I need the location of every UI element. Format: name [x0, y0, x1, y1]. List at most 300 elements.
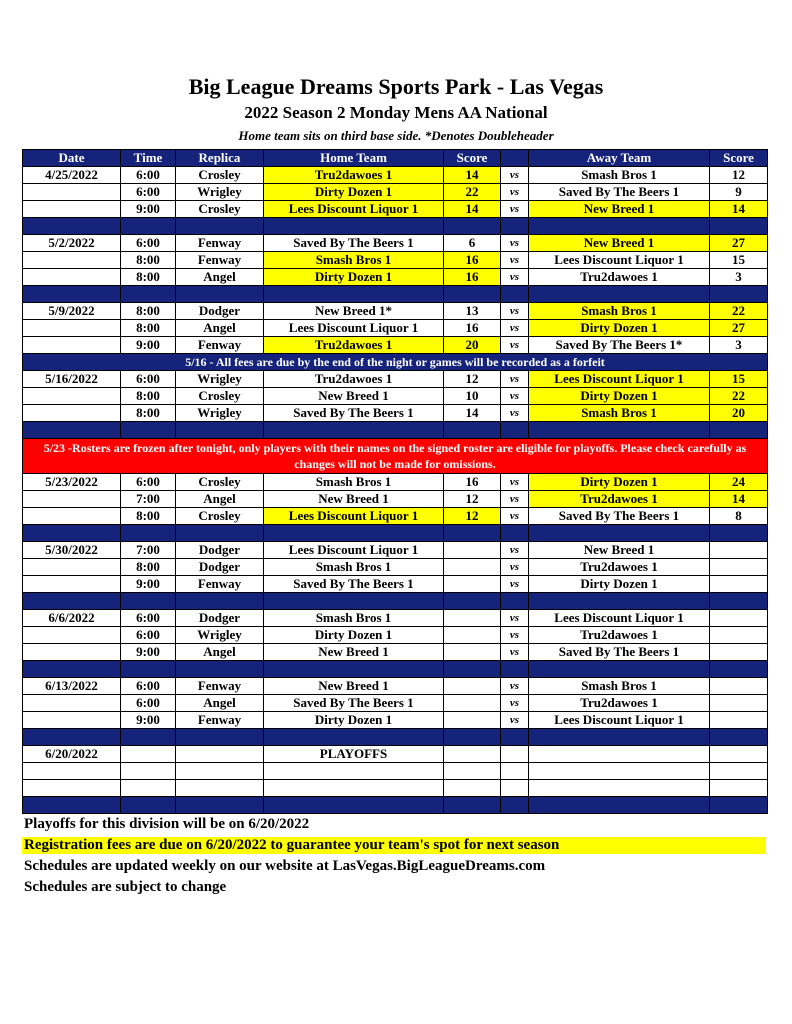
separator-cell: [710, 661, 768, 678]
game-date: [23, 508, 121, 525]
empty-cell: [444, 746, 501, 763]
separator-cell: [710, 729, 768, 746]
game-time: 7:00: [121, 491, 176, 508]
away-team: Dirty Dozen 1: [529, 388, 710, 405]
game-field: Fenway: [176, 337, 264, 354]
game-field: Crosley: [176, 201, 264, 218]
away-score: 9: [710, 184, 768, 201]
home-score: [444, 695, 501, 712]
schedule-body: [23, 167, 768, 814]
vs-label: vs: [501, 235, 529, 252]
empty-cell: [121, 763, 176, 780]
separator-cell: [710, 593, 768, 610]
game-field: Fenway: [176, 252, 264, 269]
game-row: [23, 320, 768, 337]
empty-cell: [121, 780, 176, 797]
empty-cell: [121, 746, 176, 763]
vs-label: vs: [501, 508, 529, 525]
separator-cell: [121, 525, 176, 542]
separator-cell: [501, 525, 529, 542]
game-date: 5/30/2022: [23, 542, 121, 559]
separator-row: [23, 797, 768, 814]
game-row: [23, 678, 768, 695]
away-score: 3: [710, 337, 768, 354]
away-team: Smash Bros 1: [529, 405, 710, 422]
footer-line: Schedules are subject to change: [24, 879, 227, 895]
game-row: [23, 695, 768, 712]
game-row: [23, 508, 768, 525]
roster-alert-row: [23, 439, 768, 474]
separator-cell: [176, 218, 264, 235]
separator-cell: [444, 525, 501, 542]
away-score: 24: [710, 474, 768, 491]
game-date: [23, 405, 121, 422]
away-score: 15: [710, 371, 768, 388]
home-team: Saved By The Beers 1: [264, 695, 444, 712]
vs-label: vs: [501, 559, 529, 576]
separator-cell: [501, 729, 529, 746]
vs-label: vs: [501, 542, 529, 559]
away-score: 20: [710, 405, 768, 422]
game-field: Fenway: [176, 678, 264, 695]
game-field: Angel: [176, 644, 264, 661]
away-score: 8: [710, 508, 768, 525]
game-row: [23, 201, 768, 218]
separator-cell: [710, 286, 768, 303]
separator-cell: [23, 525, 121, 542]
game-field: Fenway: [176, 712, 264, 729]
game-date: [23, 712, 121, 729]
game-field: Angel: [176, 320, 264, 337]
separator-cell: [501, 661, 529, 678]
game-field: Fenway: [176, 576, 264, 593]
game-field: Angel: [176, 269, 264, 286]
game-time: 8:00: [121, 303, 176, 320]
game-time: 9:00: [121, 712, 176, 729]
away-score: 22: [710, 303, 768, 320]
away-team: Dirty Dozen 1: [529, 320, 710, 337]
col-away-score: Score: [710, 150, 768, 167]
game-field: Wrigley: [176, 627, 264, 644]
empty-cell: [444, 763, 501, 780]
separator-cell: [23, 729, 121, 746]
playoffs-row: [23, 746, 768, 763]
separator-cell: [176, 422, 264, 439]
home-team: New Breed 1: [264, 678, 444, 695]
away-team: Lees Discount Liquor 1: [529, 712, 710, 729]
game-date: 5/16/2022: [23, 371, 121, 388]
game-field: Crosley: [176, 508, 264, 525]
col-home-score: Score: [444, 150, 501, 167]
empty-cell: [176, 746, 264, 763]
separator-cell: [176, 286, 264, 303]
vs-label: vs: [501, 184, 529, 201]
game-date: [23, 201, 121, 218]
away-team: Tru2dawoes 1: [529, 559, 710, 576]
empty-cell: [23, 780, 121, 797]
separator-cell: [264, 593, 444, 610]
home-score: 14: [444, 405, 501, 422]
vs-label: vs: [501, 269, 529, 286]
empty-cell: [264, 780, 444, 797]
away-score: [710, 627, 768, 644]
away-score: [710, 576, 768, 593]
away-team: Lees Discount Liquor 1: [529, 371, 710, 388]
empty-cell: [501, 746, 529, 763]
playoffs-label: PLAYOFFS: [264, 746, 444, 763]
game-row: [23, 184, 768, 201]
away-team: Smash Bros 1: [529, 303, 710, 320]
separator-cell: [264, 218, 444, 235]
game-field: Wrigley: [176, 371, 264, 388]
separator-cell: [444, 661, 501, 678]
empty-cell: [501, 763, 529, 780]
game-field: Wrigley: [176, 184, 264, 201]
col-replica: Replica: [176, 150, 264, 167]
game-field: Dodger: [176, 559, 264, 576]
empty-cell: [710, 763, 768, 780]
game-field: Fenway: [176, 235, 264, 252]
separator-cell: [710, 797, 768, 814]
separator-cell: [529, 286, 710, 303]
game-field: Wrigley: [176, 405, 264, 422]
away-score: [710, 644, 768, 661]
separator-cell: [501, 286, 529, 303]
game-time: 6:00: [121, 610, 176, 627]
separator-cell: [264, 422, 444, 439]
home-team: Dirty Dozen 1: [264, 184, 444, 201]
separator-row: [23, 286, 768, 303]
separator-cell: [444, 593, 501, 610]
game-row: [23, 559, 768, 576]
home-score: 10: [444, 388, 501, 405]
separator-cell: [264, 797, 444, 814]
empty-cell: [23, 763, 121, 780]
empty-cell: [176, 763, 264, 780]
game-time: 9:00: [121, 337, 176, 354]
away-score: [710, 542, 768, 559]
home-team: Smash Bros 1: [264, 474, 444, 491]
separator-cell: [529, 218, 710, 235]
doubleheader-note: Home team sits on third base side. *Denotes Doubleheader: [238, 128, 554, 143]
game-row: [23, 252, 768, 269]
home-score: 16: [444, 269, 501, 286]
home-score: [444, 627, 501, 644]
away-score: [710, 678, 768, 695]
home-team: New Breed 1*: [264, 303, 444, 320]
empty-cell: [529, 763, 710, 780]
game-row: [23, 474, 768, 491]
game-row: [23, 388, 768, 405]
home-team: Smash Bros 1: [264, 559, 444, 576]
schedule-table: [22, 149, 768, 814]
away-score: 12: [710, 167, 768, 184]
separator-cell: [264, 286, 444, 303]
separator-cell: [444, 422, 501, 439]
separator-cell: [501, 218, 529, 235]
empty-row: [23, 763, 768, 780]
separator-cell: [529, 593, 710, 610]
vs-label: vs: [501, 627, 529, 644]
home-team: Tru2dawoes 1: [264, 371, 444, 388]
separator-cell: [501, 593, 529, 610]
away-team: Tru2dawoes 1: [529, 491, 710, 508]
game-time: 6:00: [121, 184, 176, 201]
game-date: 6/6/2022: [23, 610, 121, 627]
vs-label: vs: [501, 644, 529, 661]
away-score: 27: [710, 320, 768, 337]
vs-label: vs: [501, 201, 529, 218]
vs-label: vs: [501, 337, 529, 354]
game-field: Angel: [176, 695, 264, 712]
game-time: 8:00: [121, 320, 176, 337]
game-date: [23, 627, 121, 644]
separator-row: [23, 218, 768, 235]
separator-cell: [121, 593, 176, 610]
home-score: [444, 542, 501, 559]
separator-cell: [23, 218, 121, 235]
vs-label: vs: [501, 695, 529, 712]
home-score: 12: [444, 491, 501, 508]
home-team: Dirty Dozen 1: [264, 712, 444, 729]
vs-label: vs: [501, 252, 529, 269]
game-field: Dodger: [176, 542, 264, 559]
game-field: Dodger: [176, 303, 264, 320]
home-score: [444, 712, 501, 729]
game-date: [23, 337, 121, 354]
separator-cell: [176, 797, 264, 814]
game-date: 6/13/2022: [23, 678, 121, 695]
empty-cell: [529, 780, 710, 797]
game-time: 8:00: [121, 269, 176, 286]
playoffs-date: 6/20/2022: [23, 746, 121, 763]
game-row: [23, 371, 768, 388]
game-date: 5/2/2022: [23, 235, 121, 252]
game-time: 6:00: [121, 695, 176, 712]
game-row: [23, 712, 768, 729]
game-row: [23, 610, 768, 627]
empty-cell: [176, 780, 264, 797]
footer-line: Registration fees are due on 6/20/2022 to guarantee your team's spot for next season: [22, 837, 766, 854]
game-time: 8:00: [121, 559, 176, 576]
separator-cell: [121, 286, 176, 303]
away-team: Tru2dawoes 1: [529, 695, 710, 712]
game-date: [23, 491, 121, 508]
game-row: [23, 337, 768, 354]
home-team: Lees Discount Liquor 1: [264, 542, 444, 559]
game-date: [23, 184, 121, 201]
home-team: Tru2dawoes 1: [264, 167, 444, 184]
game-field: Angel: [176, 491, 264, 508]
vs-label: vs: [501, 491, 529, 508]
separator-cell: [121, 218, 176, 235]
away-score: [710, 559, 768, 576]
game-date: [23, 269, 121, 286]
game-time: 6:00: [121, 627, 176, 644]
game-date: [23, 644, 121, 661]
separator-cell: [176, 593, 264, 610]
away-score: 3: [710, 269, 768, 286]
col-away-team: Away Team: [529, 150, 710, 167]
empty-cell: [710, 746, 768, 763]
home-team: Lees Discount Liquor 1: [264, 201, 444, 218]
game-date: [23, 559, 121, 576]
separator-row: [23, 729, 768, 746]
vs-label: vs: [501, 303, 529, 320]
game-time: 6:00: [121, 678, 176, 695]
game-time: 9:00: [121, 644, 176, 661]
home-score: [444, 644, 501, 661]
roster-alert: 5/23 -Rosters are frozen after tonight, only players with their names on the signed roster are eligible for playoffs. Please check carefully as changes will not be made for omissions.: [23, 439, 768, 474]
away-score: [710, 610, 768, 627]
game-field: Crosley: [176, 167, 264, 184]
separator-cell: [264, 525, 444, 542]
away-team: New Breed 1: [529, 542, 710, 559]
vs-label: vs: [501, 371, 529, 388]
vs-label: vs: [501, 405, 529, 422]
separator-cell: [176, 661, 264, 678]
game-field: Crosley: [176, 474, 264, 491]
empty-cell: [501, 780, 529, 797]
away-score: 15: [710, 252, 768, 269]
footer-line: Schedules are updated weekly on our website at LasVegas.BigLeagueDreams.com: [24, 858, 546, 874]
away-score: 27: [710, 235, 768, 252]
separator-cell: [710, 422, 768, 439]
away-team: Tru2dawoes 1: [529, 269, 710, 286]
home-score: 14: [444, 167, 501, 184]
game-date: [23, 576, 121, 593]
home-team: Lees Discount Liquor 1: [264, 508, 444, 525]
separator-cell: [23, 797, 121, 814]
separator-cell: [529, 797, 710, 814]
home-score: [444, 610, 501, 627]
home-team: New Breed 1: [264, 388, 444, 405]
separator-cell: [710, 525, 768, 542]
separator-cell: [444, 729, 501, 746]
game-date: 5/23/2022: [23, 474, 121, 491]
separator-cell: [501, 797, 529, 814]
empty-cell: [264, 763, 444, 780]
vs-label: vs: [501, 712, 529, 729]
game-date: [23, 252, 121, 269]
game-row: [23, 576, 768, 593]
game-time: 8:00: [121, 252, 176, 269]
game-time: 6:00: [121, 474, 176, 491]
away-team: Saved By The Beers 1: [529, 508, 710, 525]
away-team: Saved By The Beers 1*: [529, 337, 710, 354]
page-title: Big League Dreams Sports Park - Las Vegas: [188, 74, 604, 99]
separator-cell: [444, 797, 501, 814]
game-row: [23, 303, 768, 320]
home-score: 13: [444, 303, 501, 320]
footer-line: Playoffs for this division will be on 6/20/2022: [24, 816, 310, 832]
home-team: New Breed 1: [264, 644, 444, 661]
home-score: 20: [444, 337, 501, 354]
away-team: Dirty Dozen 1: [529, 576, 710, 593]
game-time: 7:00: [121, 542, 176, 559]
home-score: 16: [444, 474, 501, 491]
away-team: New Breed 1: [529, 201, 710, 218]
game-row: [23, 405, 768, 422]
header-row: [23, 150, 768, 167]
empty-cell: [710, 780, 768, 797]
separator-cell: [121, 729, 176, 746]
away-team: Saved By The Beers 1: [529, 184, 710, 201]
away-team: Smash Bros 1: [529, 678, 710, 695]
col-vs: [501, 150, 529, 167]
away-score: 14: [710, 201, 768, 218]
vs-label: vs: [501, 610, 529, 627]
home-team: Saved By The Beers 1: [264, 405, 444, 422]
separator-cell: [176, 729, 264, 746]
vs-label: vs: [501, 474, 529, 491]
away-team: Lees Discount Liquor 1: [529, 252, 710, 269]
separator-cell: [121, 797, 176, 814]
home-score: 16: [444, 320, 501, 337]
separator-cell: [529, 525, 710, 542]
game-row: [23, 542, 768, 559]
empty-cell: [529, 746, 710, 763]
home-team: Smash Bros 1: [264, 252, 444, 269]
home-score: 22: [444, 184, 501, 201]
vs-label: vs: [501, 678, 529, 695]
separator-row: [23, 661, 768, 678]
home-score: 12: [444, 508, 501, 525]
game-row: [23, 491, 768, 508]
empty-row: [23, 780, 768, 797]
separator-cell: [529, 661, 710, 678]
separator-cell: [264, 729, 444, 746]
home-score: 14: [444, 201, 501, 218]
game-field: Crosley: [176, 388, 264, 405]
separator-row: [23, 593, 768, 610]
separator-cell: [23, 422, 121, 439]
col-date: Date: [23, 150, 121, 167]
home-team: Tru2dawoes 1: [264, 337, 444, 354]
game-row: [23, 167, 768, 184]
game-time: 6:00: [121, 371, 176, 388]
away-team: Dirty Dozen 1: [529, 474, 710, 491]
separator-cell: [23, 661, 121, 678]
away-score: [710, 712, 768, 729]
col-home-team: Home Team: [264, 150, 444, 167]
separator-cell: [23, 593, 121, 610]
game-time: 6:00: [121, 167, 176, 184]
separator-cell: [121, 661, 176, 678]
separator-cell: [529, 729, 710, 746]
game-date: [23, 320, 121, 337]
separator-row: [23, 422, 768, 439]
separator-cell: [444, 286, 501, 303]
home-team: Dirty Dozen 1: [264, 269, 444, 286]
game-time: 9:00: [121, 576, 176, 593]
separator-cell: [264, 661, 444, 678]
game-date: [23, 388, 121, 405]
separator-cell: [176, 525, 264, 542]
game-row: [23, 627, 768, 644]
vs-label: vs: [501, 167, 529, 184]
separator-cell: [121, 422, 176, 439]
home-score: [444, 576, 501, 593]
game-time: 6:00: [121, 235, 176, 252]
home-score: 16: [444, 252, 501, 269]
home-team: Dirty Dozen 1: [264, 627, 444, 644]
away-team: New Breed 1: [529, 235, 710, 252]
game-row: [23, 269, 768, 286]
home-team: Saved By The Beers 1: [264, 576, 444, 593]
vs-label: vs: [501, 320, 529, 337]
separator-cell: [710, 218, 768, 235]
